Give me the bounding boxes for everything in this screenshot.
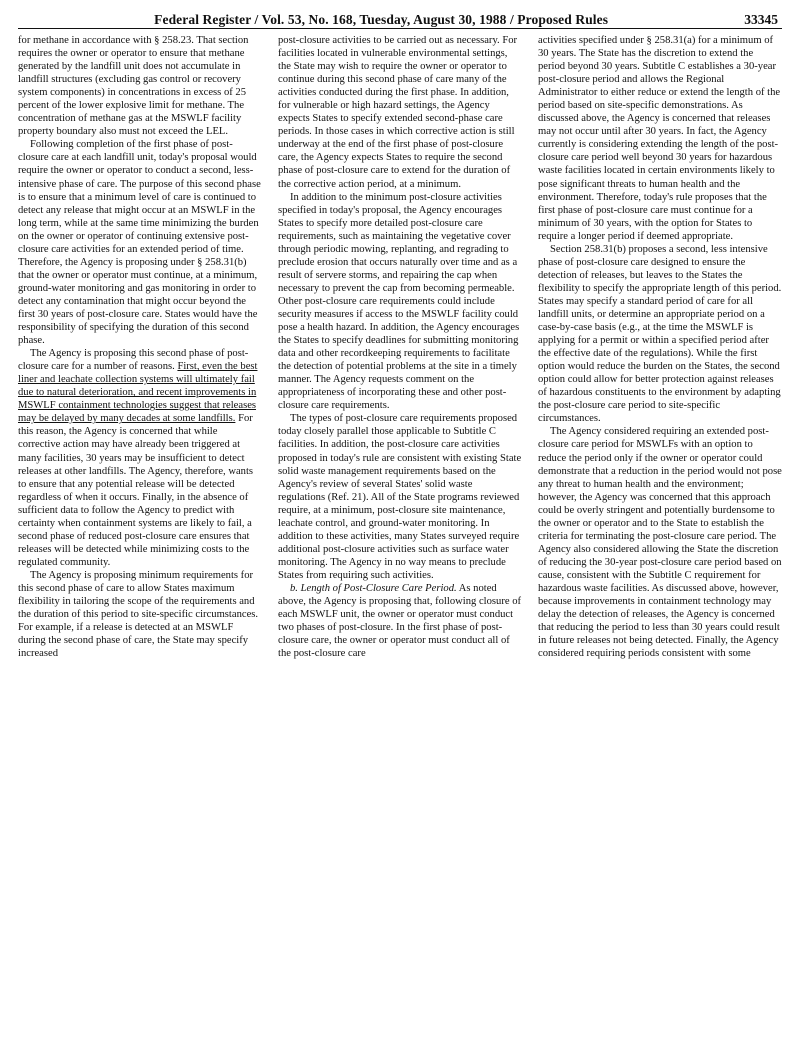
paragraph: The Agency is proposing minimum requirements for this second phase of care to allow States maximum flexibility in tailoring the scope of the requirements and the duration of this period to site-specific circumstances. For example, if a release is detected at an MSWLF during the second phase of care, the State may specify increased <box>18 569 259 660</box>
paragraph: for methane in accordance with § 258.23. That section requires the owner or operator to ensure that methane generated by the landfill unit does not accumulate in landfill structures (excluding gas control or recovery system components) in concentrations in excess of 25 percent of the lower explosive limit for methane. The concentration of methane gas at the MSWLF facility property boundary also must not exceed the LEL. <box>18 35 249 138</box>
paragraph <box>18 347 262 569</box>
paragraph: In addition to the minimum post-closure activities specified in today's proposal, the Agency encourages States to specify more detailed post-closure care requirements, such as maintaining the vegetative cover through periodic mowing, replanting, and regrading to preclude erosion that occurs naturally over time and as a result of servere storms, and repairing the cap when necessary to prevent the cap from becoming permeable. Other post-closure care requirements could include security measures if access to the MSWLF facility could pose a health hazard. In addition, the Agency encourages the States to specify deadlines for submitting monitoring data and other recordkeeping requirements to facilitate the detection of potential problems at the site in a timely manner. The Agency requests comment on the appropriateness of incorporating these and other post-closure care requirements. <box>278 191 520 412</box>
column-2 <box>278 34 522 1034</box>
page-header <box>18 6 782 29</box>
column-1 <box>18 34 262 1034</box>
paragraph-text: The Agency is proposing this second phase of post-closure care for a number of reasons. <box>18 348 249 373</box>
paragraph: Following completion of the first phase of post-closure care at each landfill unit, today's proposal would require the owner or operator to conduct a second, less-intensive phase of care. The purpose of this second phase is to ensure that a minimum level of care is continued to detect any release that might occur at an MSWLF in the long term, while at the same time minimizing the burden on the owner or operator of continuing extensive post-closure care activities for an extended period of time. Therefore, the Agency is proposing under § 258.31(b) that the owner or operator must continue, at a minimum, ground-water monitoring and gas monitoring in order to detect any contamination that might occur beyond the first 30 years of post-closure care. States would have the responsibility of specifying the duration of this second phase. <box>18 139 261 347</box>
text-columns <box>18 34 782 1034</box>
section-heading: b. Length of Post-Closure Care Period. <box>290 582 457 594</box>
paragraph: post-closure activities to be carried out as necessary. For facilities located in vulnerable environmental settings, the State may wish to require the owner or operator to continue during this second phase of care many of the activities conducted during the first phase. In addition, for vulnerable or high hazard settings, the Agency expects States to specify extended second-phase care periods. In those cases in which corrective action is still underway at the end of the first phase of post-closure care, the Agency expects States to require the second phase of post-closure care to extend for the duration of the corrective action period, at a minimum. <box>278 35 518 190</box>
paragraph: The types of post-closure care requirements proposed today closely parallel those applicable to Subtitle C facilities. In addition, the post-closure care activities proposed in today's rule are consistent with existing State solid waste management requirements based on the Agency's review of several States' solid waste regulations (Ref. 21). All of the State programs reviewed require, at a minimum, post-closure site maintenance, leachate control, and ground-water monitoring. In addition to these activities, many States surveyed require additional post-closure activities such as surface water monitoring. The Agency in no way means to preclude States from requiring such activities. <box>278 413 522 581</box>
underlined-passage: First, even the best liner and leachate collection systems will ultimately fail due to natural deterioration, and recent improvements in MSWLF containment technologies suggest that releases may be delayed by many decades at some landfills. <box>18 361 258 425</box>
page-number: 33345 <box>744 12 778 27</box>
paragraph-text: As noted above, the Agency is proposing that, following closure of each MSWLF unit, the owner or operator must conduct two phases of post-closure. In the first phase of post-closure care, the owner or operator must conduct all of the post-closure care <box>278 582 522 660</box>
paragraph: Section 258.31(b) proposes a second, less intensive phase of post-closure care designed to ensure the detection of releases, but leaves to the States the flexibility to specify the appropriate length of this period. States may specify a standard period of care for all landfill units, or determine an appropriate period on a case-by-case basis (e.g., at the time the MSWLF is applying for a permit or within a specified period after the effective date of the regulations). While the first option would reduce the burden on the States, the second option could allow for better protection against releases of hazardous constituents to the environment by adapting the post-closure care period to site-specific circumstances. <box>538 243 782 425</box>
paragraph-text: For this reason, the Agency is concerned that while corrective action may have already been triggered at many facilities, 30 years may be insufficient to detect releases at other landfills. The Agency, therefore, wants to ensure that any potential release will be detected regardless of when it occurs. Finally, in the absence of sufficient data to follow the Agency to predict with certainty when containment systems are likely to fail, a second phase of reduced post-closure care ensures that releases will be detected while minimizing costs to the regulated community. <box>18 413 254 568</box>
paragraph: activities specified under § 258.31(a) for a minimum of 30 years. The State has the discretion to extend the period beyond 30 years. Subtitle C establishes a 30-year post-closure period and allows the Regional Administrator to either reduce or extend the length of the period based on site-specific demonstrations. As discussed above, the Agency is concerned that releases may not occur until after 30 years. In fact, the Agency currently is considering extending the length of the post-closure care period well beyond 30 years for hazardous waste facilities located in certain environments likely to pose significant threats to human health and the environment. Therefore, today's rule proposes that the first phase of post-closure care must continue for a minimum of 30 years, with the option for States to require a longer period if deemed appropriate. <box>538 35 781 242</box>
paragraph: The Agency considered requiring an extended post-closure care period for MSWLFs with an option to reduce the period only if the owner or operator could demonstrate that a reduction in the period would not pose any threat to human health and the environment; however, the Agency was concerned that this approach could be overly stringent and potentially burdensome to the owner or operator and to the State to establish the criteria for terminating the post-closure care period. The Agency also considered allowing the State the discretion of reducing the 30-year post-closure care period based on cause, consistent with the Subtitle C requirement for hazardous waste facilities. As discussed above, however, because improvements in containment technology may delay the detection of releases, the Agency is concerned that reducing the period to less than 30 years could result in future releases not being detected. Finally, the Agency considered requiring periods consistent with some <box>538 426 782 660</box>
running-header-title: Federal Register / Vol. 53, No. 168, Tuesday, August 30, 1988 / Proposed Rules <box>154 12 609 27</box>
paragraph <box>278 582 522 660</box>
column-3 <box>538 34 782 1034</box>
